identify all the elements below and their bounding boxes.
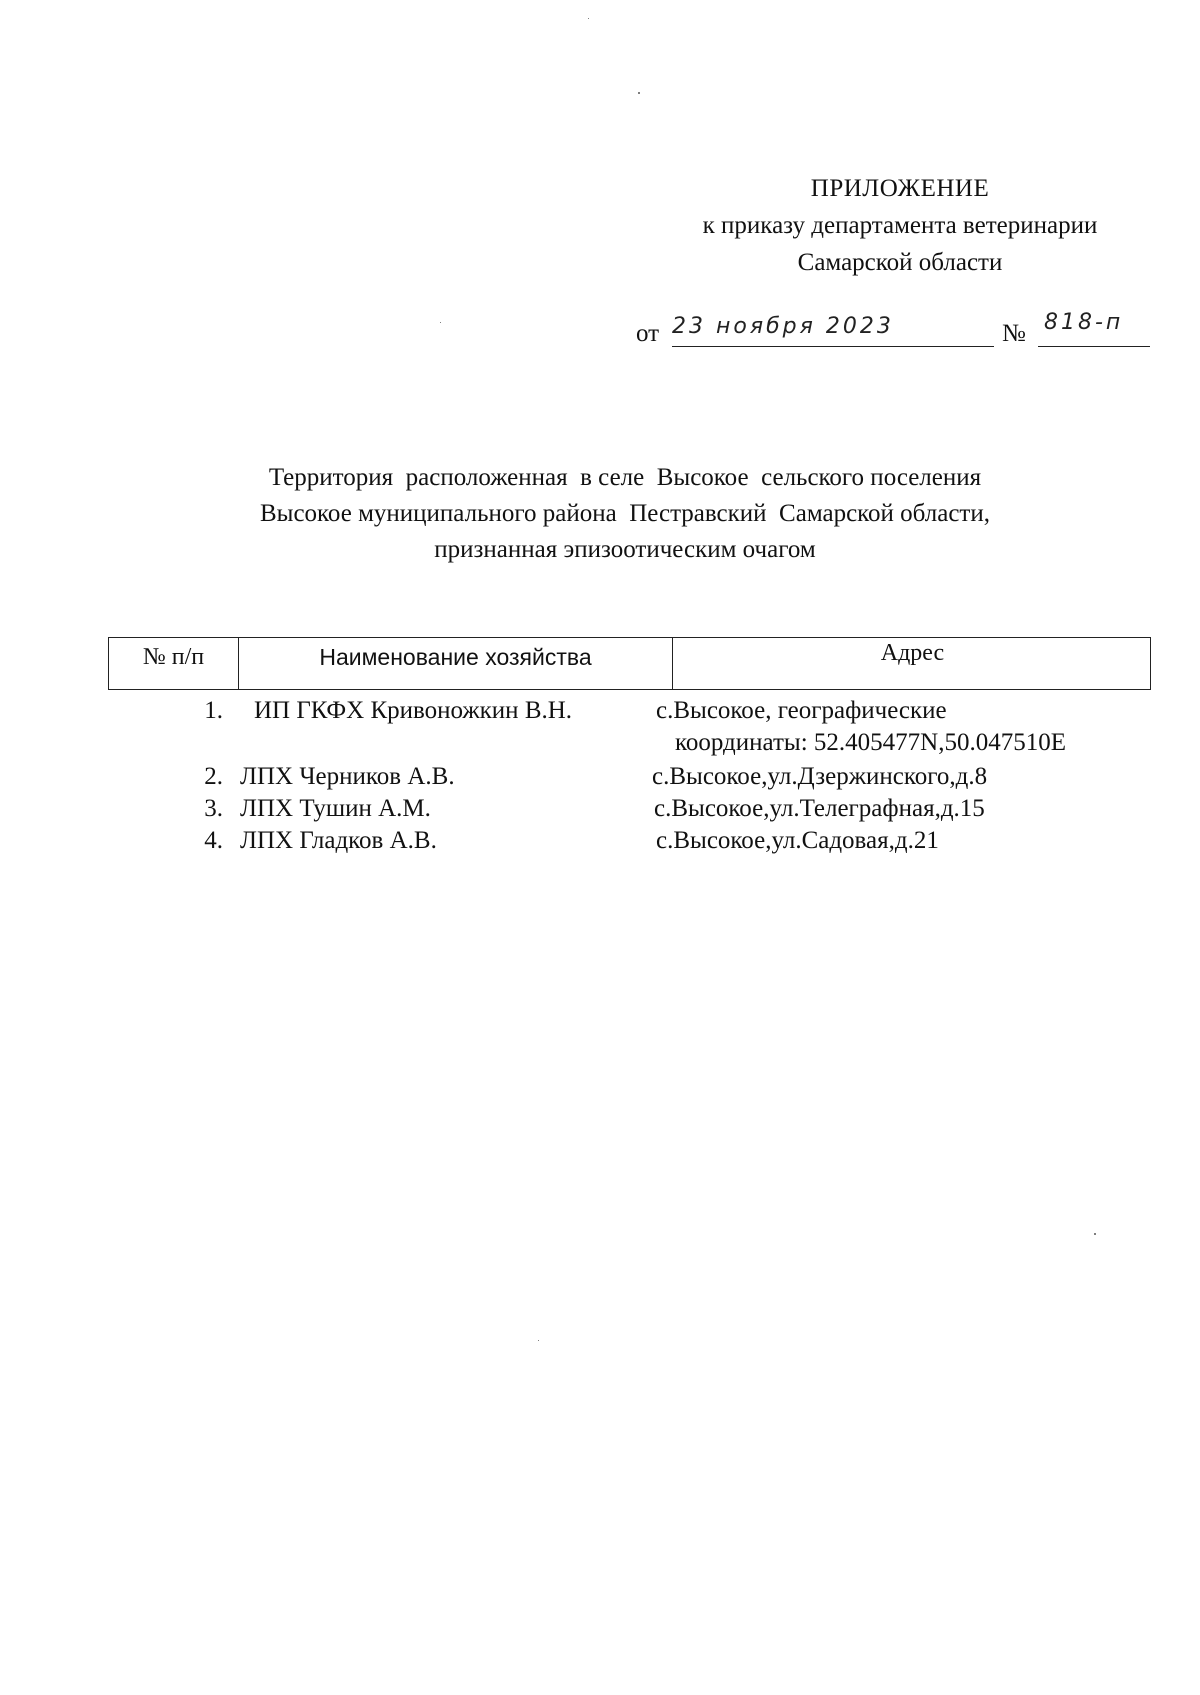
row-address: с.Высокое,ул.Садовая,д.21: [656, 827, 939, 854]
date-underline: [672, 346, 994, 347]
appendix-header: [640, 170, 1160, 281]
row-num: 2.: [204, 763, 223, 790]
order-date-handwritten: 23 ноября 2023: [672, 314, 894, 339]
appendix-title: ПРИЛОЖЕНИЕ: [810, 175, 990, 202]
order-reference: [636, 310, 1176, 358]
scan-speck: [638, 92, 640, 94]
number-prefix: №: [1002, 320, 1026, 347]
row-num: 4.: [204, 827, 223, 854]
document-title: [200, 460, 1050, 568]
row-name: ЛПХ Черников А.В.: [240, 763, 455, 790]
title-line-1: Территория расположенная в селе Высокое сельского поселения: [268, 464, 982, 491]
scan-speck: [1094, 1233, 1096, 1235]
row-address: с.Высокое,ул.Дзержинского,д.8: [652, 763, 988, 790]
scan-speck: [538, 1340, 539, 1341]
scan-speck: [588, 18, 589, 19]
row-name: ИП ГКФХ Кривоножкин В.Н.: [254, 697, 573, 724]
date-prefix: от: [636, 320, 660, 347]
row-num: 1.: [204, 697, 223, 724]
row-address: с.Высокое,ул.Телеграфная,д.15: [654, 795, 985, 822]
scan-speck: [440, 322, 441, 323]
title-line-2: Высокое муниципального района Пестравский Самарской области,: [259, 500, 990, 527]
title-line-3: признанная эпизоотическим очагом: [434, 536, 816, 563]
row-name: ЛПХ Гладков А.В.: [240, 827, 437, 854]
number-underline: [1038, 346, 1150, 347]
row-name: ЛПХ Тушин А.М.: [240, 795, 431, 822]
appendix-line-2: Самарской области: [797, 249, 1003, 276]
order-number-handwritten: 818-п: [1044, 310, 1124, 335]
row-num: 3.: [204, 795, 223, 822]
table-header: [108, 637, 1151, 690]
header-name: Наименование хозяйства: [239, 638, 673, 689]
appendix-line-1: к приказу департамента ветеринарии: [702, 212, 1098, 239]
header-num: № п/п: [109, 638, 239, 689]
row-address-continued: координаты: 52.405477N,50.047510E: [675, 729, 1066, 756]
header-address: Адрес: [880, 640, 945, 666]
row-address: с.Высокое, географические: [656, 697, 947, 724]
